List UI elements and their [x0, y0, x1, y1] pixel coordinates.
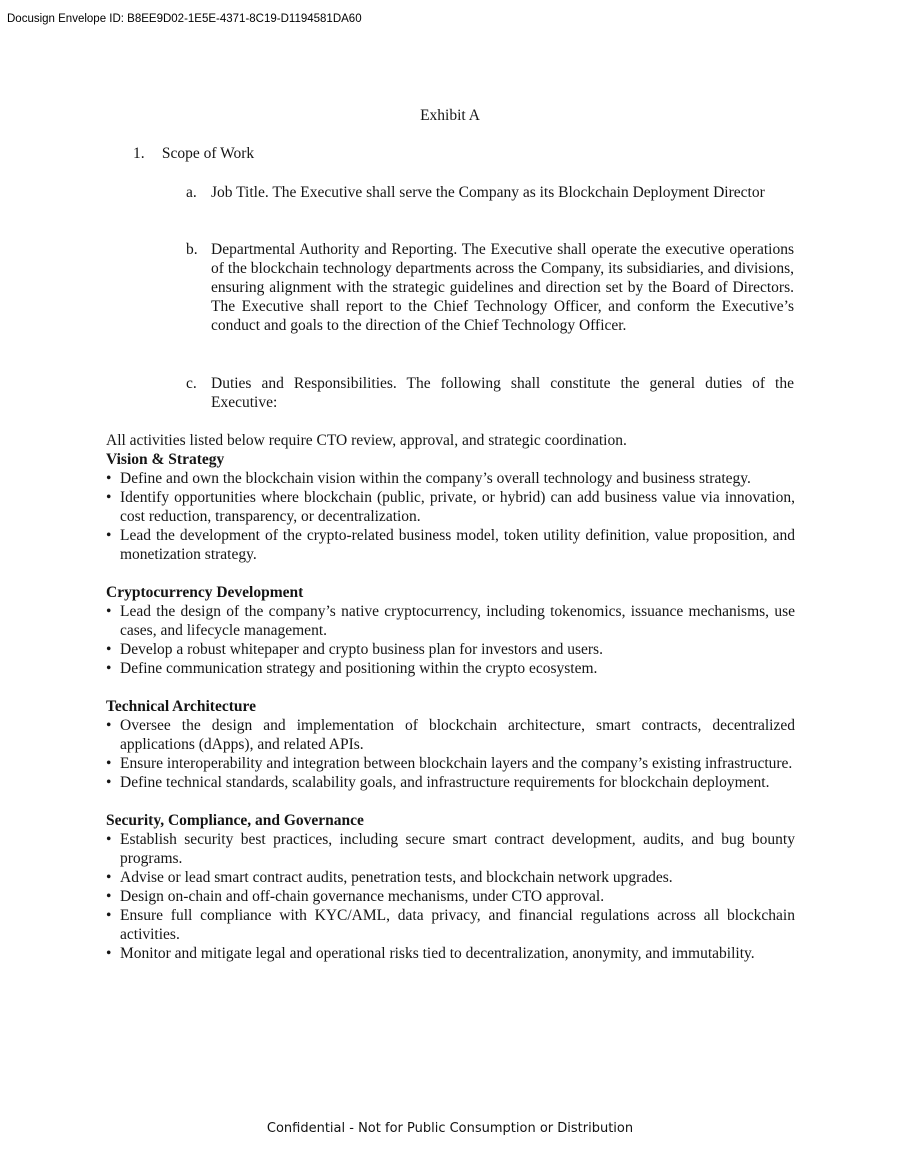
list-item: • Establish security best practices, including secure smart contract development, audits, and bug bounty programs. — [106, 831, 795, 867]
bullet-icon: • — [106, 527, 112, 544]
bullet-icon: • — [106, 660, 112, 677]
bullet-list — [106, 602, 795, 678]
list-item: • Lead the design of the company’s native cryptocurrency, including tokenomics, issuance mechanisms, use cases, and lifecycle management. — [106, 603, 795, 639]
subsection-letter: c. — [186, 375, 197, 392]
duties-list — [106, 431, 795, 963]
bullet-icon: • — [106, 489, 112, 506]
subsection-text: Job Title. The Executive shall serve the Company as its Blockchain Deployment Director — [211, 184, 765, 201]
bullet-icon: • — [106, 831, 112, 848]
bullet-icon: • — [106, 641, 112, 658]
bullet-icon: • — [106, 774, 112, 791]
duties-intro: All activities listed below require CTO review, approval, and strategic coordination. — [106, 432, 627, 449]
bullet-icon: • — [106, 888, 112, 905]
list-item: • Oversee the design and implementation of blockchain architecture, smart contracts, decentralized applications (dApps), and related APIs. — [106, 717, 795, 753]
bullet-icon: • — [106, 755, 112, 772]
bullet-icon: • — [106, 907, 112, 924]
scope-label: Scope of Work — [161, 145, 255, 162]
list-item: • Define communication strategy and positioning within the crypto ecosystem. — [106, 660, 598, 677]
confidentiality-footer: Confidential - Not for Public Consumption or Distribution — [266, 1121, 634, 1136]
subsection-text: Duties and Responsibilities. The following shall constitute the general duties of the Executive: — [211, 375, 794, 411]
section-heading: Cryptocurrency Development — [106, 584, 304, 601]
section-heading: Vision & Strategy — [106, 451, 225, 468]
bullet-icon: • — [106, 945, 112, 962]
bullet-icon: • — [106, 869, 112, 886]
list-item: • Advise or lead smart contract audits, penetration tests, and blockchain network upgrades. — [106, 869, 673, 886]
subsection-c — [186, 374, 794, 412]
bullet-icon: • — [106, 717, 112, 734]
bullet-list — [106, 830, 795, 963]
section-technical-architecture — [106, 697, 795, 792]
envelope-id: Docusign Envelope ID: B8EE9D02-1E5E-4371-8C19-D1194581DA60 — [7, 13, 362, 25]
list-item: • Ensure full compliance with KYC/AML, data privacy, and financial regulations across all blockchain activities. — [106, 907, 795, 943]
list-item: • Identify opportunities where blockchain (public, private, or hybrid) can add business value via innovation, cost reduction, transparency, or decentralization. — [106, 489, 795, 525]
subsection-text: Departmental Authority and Reporting. The Executive shall operate the executive operations of the blockchain technology departments across the Company, its subsidiaries, and divisions, ensuring alignment with the strategic guidelines and direction set by the Board of Directors. The Executive shall report to the Chief Technology Officer, and conform the Executive’s conduct and goals to the direction of the Chief Technology Officer. — [211, 241, 794, 334]
subsection-letter: b. — [186, 241, 198, 258]
scope-heading — [133, 144, 254, 163]
scope-number: 1. — [133, 145, 145, 162]
section-vision-strategy — [106, 450, 795, 564]
bullet-icon: • — [106, 603, 112, 620]
list-item: • Define and own the blockchain vision within the company’s overall technology and business strategy. — [106, 470, 751, 487]
bullet-list — [106, 716, 795, 792]
section-heading: Technical Architecture — [106, 698, 256, 715]
section-heading: Security, Compliance, and Governance — [106, 812, 364, 829]
subsection-letter: a. — [186, 184, 197, 201]
bullet-list — [106, 469, 795, 564]
list-item: • Ensure interoperability and integration between blockchain layers and the company’s existing infrastructure. — [106, 755, 793, 772]
subsection-a — [186, 183, 794, 202]
section-security-compliance-governance — [106, 811, 795, 963]
list-item: • Lead the development of the crypto-related business model, token utility definition, value proposition, and monetization strategy. — [106, 527, 795, 563]
list-item: • Design on-chain and off-chain governance mechanisms, under CTO approval. — [106, 888, 605, 905]
page-title: Exhibit A — [420, 107, 480, 124]
subsection-b — [186, 240, 794, 335]
list-item: • Define technical standards, scalability goals, and infrastructure requirements for blockchain deployment. — [106, 774, 770, 791]
list-item: • Develop a robust whitepaper and crypto business plan for investors and users. — [106, 641, 603, 658]
list-item: • Monitor and mitigate legal and operational risks tied to decentralization, anonymity, and immutability. — [106, 945, 755, 962]
bullet-icon: • — [106, 470, 112, 487]
section-cryptocurrency-development — [106, 583, 795, 678]
